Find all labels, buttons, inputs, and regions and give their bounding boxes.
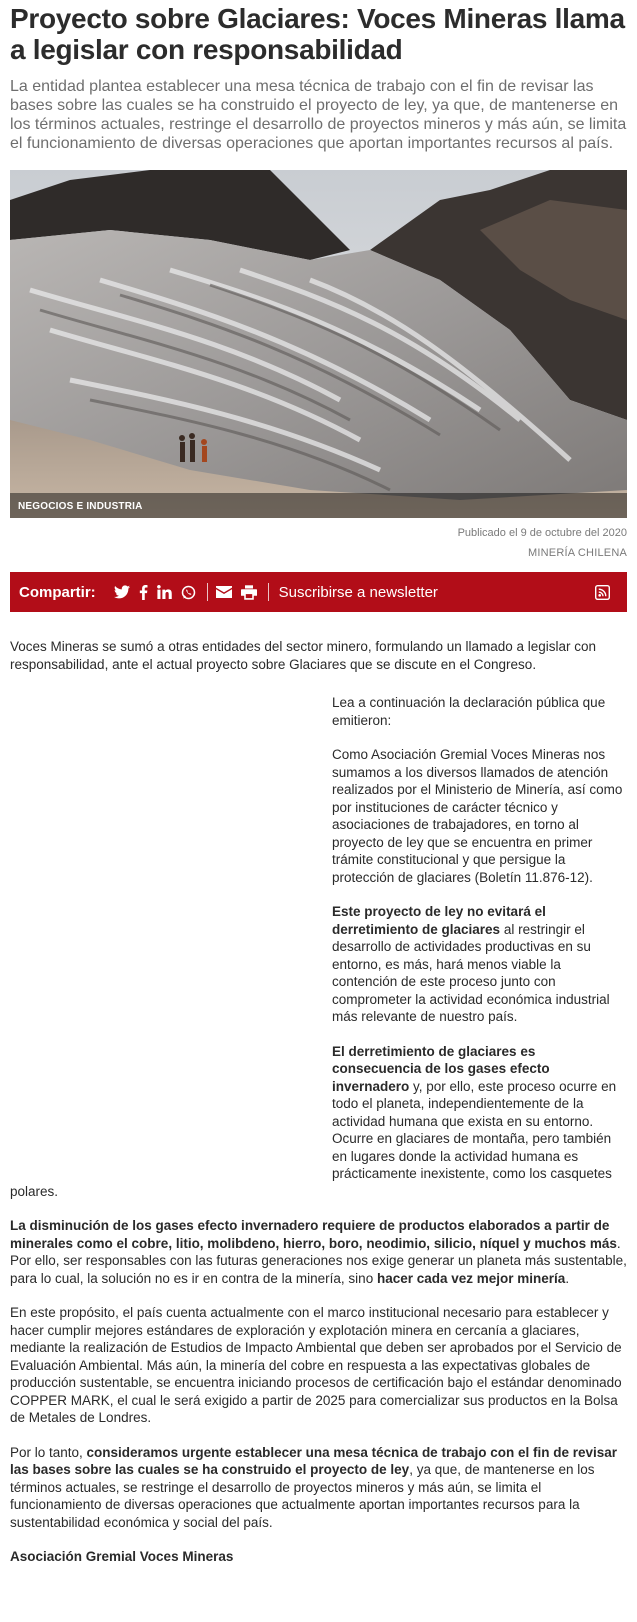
text: , ya que, de mantenerse en los términos actuales, se restringe el desarrollo de proyectos mineros y más aún, se limita el funcionamiento de diversas operaciones que actualmente aportan importantes recursos para la sustentabilidad económica y social del país. (10, 1462, 595, 1530)
rss-icon[interactable] (595, 583, 610, 601)
paragraph: Lea a continuación la declaración pública que emitieron: (332, 695, 606, 728)
ad-placeholder (10, 694, 332, 1174)
article-meta (10, 527, 627, 559)
paragraph (10, 1444, 627, 1532)
whatsapp-icon[interactable] (181, 583, 196, 601)
newsletter-link[interactable]: Suscribirse a newsletter (278, 583, 438, 601)
signature: Asociación Gremial Voces Mineras (10, 1549, 234, 1564)
text: al restringir el desarrollo de actividades productivas en su entorno, es más, hará menos viable la contención de este proceso junto con comprometer la actividad económica industrial más relevante de nuestro país. (332, 921, 610, 1024)
bold-text: El derretimiento de glaciares es consecuencia de los gases efecto invernadero (332, 1043, 550, 1094)
category-badge[interactable]: NEGOCIOS E INDUSTRIA (10, 493, 627, 518)
paragraph (10, 1217, 627, 1287)
publish-date: Publicado el 9 de octubre del 2020 (457, 527, 627, 539)
paragraph: Voces Mineras se sumó a otras entidades del sector minero, formulando un llamado a legislar con responsabilidad, ante el actual proyecto sobre Glaciares que se discute en el Congreso. (10, 639, 597, 672)
text: . (565, 1270, 570, 1286)
bold-text: hacer cada vez mejor minería (376, 1270, 566, 1286)
paragraph: Como Asociación Gremial Voces Mineras nos sumamos a los diversos llamados de atención realizados por el Ministerio de Minería, así como por instituciones de carácter técnico y asociaciones de trabajadores, en torno al proyecto de ley que se encuentra en primer trámite constitucional y que persigue la protección de glaciares (Boletín 11.876-12). (332, 747, 623, 885)
text: Por lo tanto, (10, 1444, 87, 1460)
share-bar (10, 572, 627, 612)
share-divider (268, 583, 269, 601)
glacier-photo (10, 170, 627, 518)
source-label: MINERÍA CHILENA (528, 547, 627, 559)
text: y, por ello, este proceso ocurre en todo el planeta, independientemente de la actividad humana que exista en su entorno. Ocurre en glaciares de montaña, pero también en lugares donde la actividad humana es prácticamente inexistente, como los casquetes polares. (10, 1078, 617, 1199)
hero-image (10, 170, 627, 518)
article-body (10, 638, 627, 1566)
text: . Por ello, ser responsables con las futuras generaciones nos exige generar un planeta más sustentable, para lo cual, la solución no es ir en contra de la minería, sino (10, 1235, 627, 1286)
article-lead: La entidad plantea establecer una mesa técnica de trabajo con el fin de revisar las bases sobre las cuales se ha construido el proyecto de ley, ya que, de mantenerse en los términos actuales, restringe el desarrollo de proyectos mineros y más aún, se limita el funcionamiento de diversas operaciones que aportan importantes recursos al país. (10, 78, 627, 152)
linkedin-icon[interactable] (157, 583, 172, 601)
email-icon[interactable] (216, 583, 232, 601)
share-label: Compartir: (19, 583, 96, 601)
bold-text: La disminución de los gases efecto invernadero requiere de productos elaborados a partir de minerales como el cobre, litio, molibdeno, hierro, boro, neodimio, silicio, níquel y muchos más (10, 1218, 617, 1251)
print-icon[interactable] (241, 583, 257, 601)
share-divider (207, 583, 208, 601)
bold-text: consideramos urgente establecer una mesa técnica de trabajo con el fin de revisar las bases sobre las cuales se ha construido el proyecto de ley (10, 1444, 618, 1477)
facebook-icon[interactable] (139, 583, 148, 601)
article-title: Proyecto sobre Glaciares: Voces Mineras llama a legislar con responsabilidad (10, 3, 625, 65)
paragraph: En este propósito, el país cuenta actualmente con el marco institucional necesario para establecer y hacer cumplir mejores estándares de exploración y explotación minera en cercanía a glaciares, mediante la realización de Estudios de Impacto Ambiental que deben ser aprobados por el Servicio de Evaluación Ambiental. Más aún, la minería del cobre en respuesta a las expectativas globales de producción sustentable, se encuentra iniciando procesos de certificación bajo el estándar denominado COPPER MARK, el cual le será exigido a partir de 2025 para comercializar sus productos en la Bolsa de Metales de Londres. (10, 1305, 622, 1425)
bold-text: Este proyecto de ley no evitará el derretimiento de glaciares (332, 904, 546, 937)
twitter-icon[interactable] (114, 583, 130, 601)
